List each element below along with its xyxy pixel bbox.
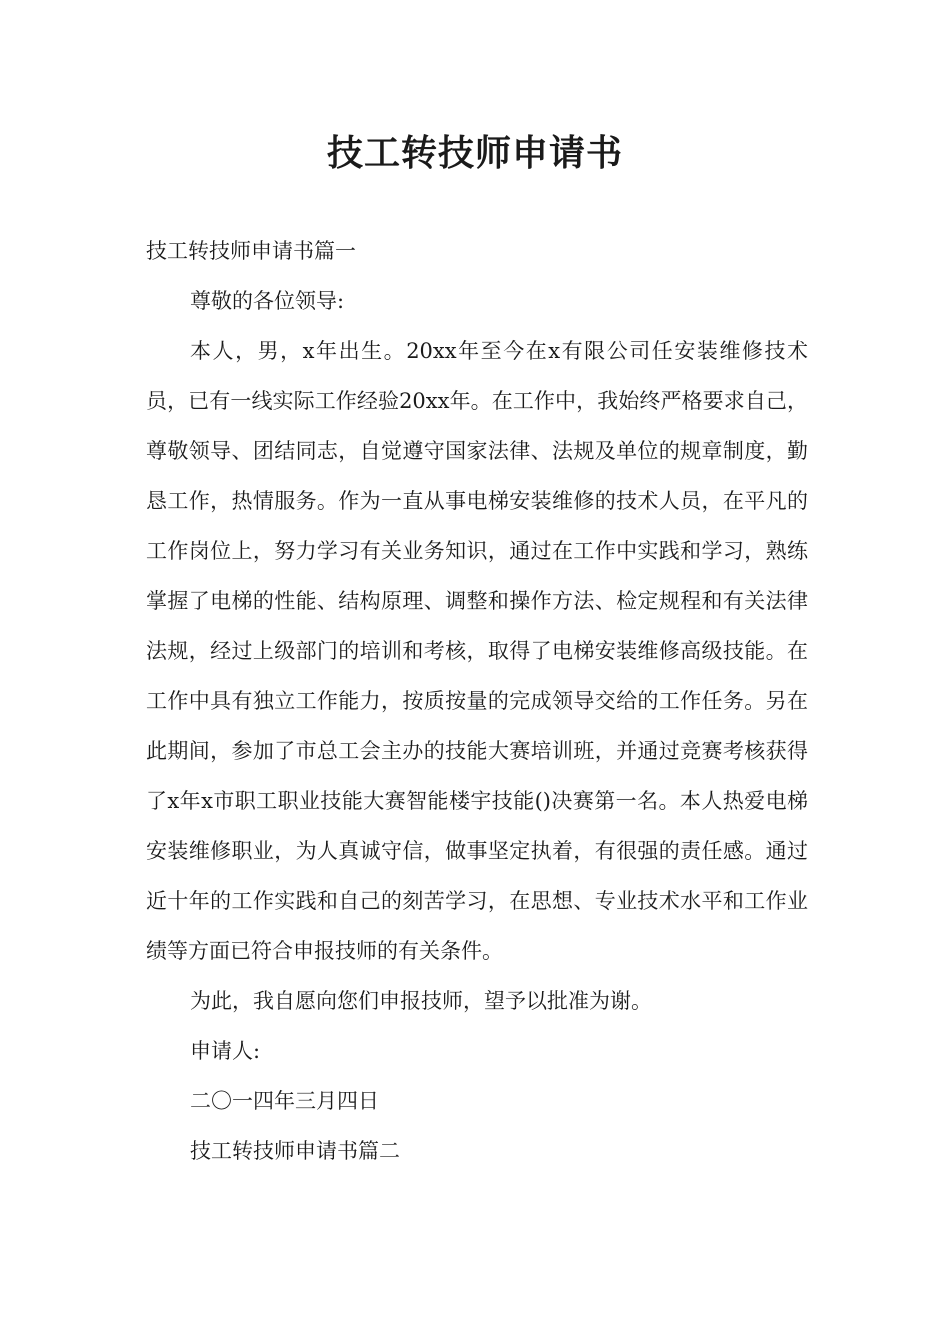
salutation: 尊敬的各位领导: bbox=[190, 289, 345, 313]
document-body bbox=[146, 226, 808, 1176]
body-paragraph-1: 本人，男，x年出生。20xx年至今在x有限公司任安装维修技术员，已有一线实际工作经验20xx年。在工作中，我始终严格要求自己，尊敬领导、团结同志，自觉遵守国家法律、法规及单位的规章制度，勤恳工作，热情服务。作为一直从事电梯安装维修的技术人员，在平凡的工作岗位上，努力学习有关业务知识，通过在工作中实践和学习，熟练掌握了电梯的性能、结构原理、调整和操作方法、检定规程和有关法律法规，经过上级部门的培训和考核，取得了电梯安装维修高级技能。在工作中具有独立工作能力，按质按量的完成领导交给的工作任务。另在此期间，参加了市总工会主办的技能大赛培训班，并通过竞赛考核获得了x年x市职工职业技能大赛智能楼宇技能()决赛第一名。本人热爱电梯安装维修职业，为人真诚守信，做事坚定执着，有很强的责任感。通过近十年的工作实践和自己的刻苦学习，在思想、专业技术水平和工作业绩等方面已符合申报技师的有关条件。 bbox=[146, 339, 808, 963]
section-two-heading: 技工转技师申请书篇二 bbox=[190, 1139, 400, 1163]
document-title: 技工转技师申请书 bbox=[326, 133, 623, 174]
body-paragraph-2: 为此，我自愿向您们申报技师，望予以批准为谢。 bbox=[190, 989, 652, 1013]
signature-date: 二〇一四年三月四日 bbox=[190, 1089, 379, 1113]
section-one-heading: 技工转技师申请书篇一 bbox=[146, 239, 356, 263]
applicant-label: 申请人: bbox=[190, 1039, 261, 1063]
